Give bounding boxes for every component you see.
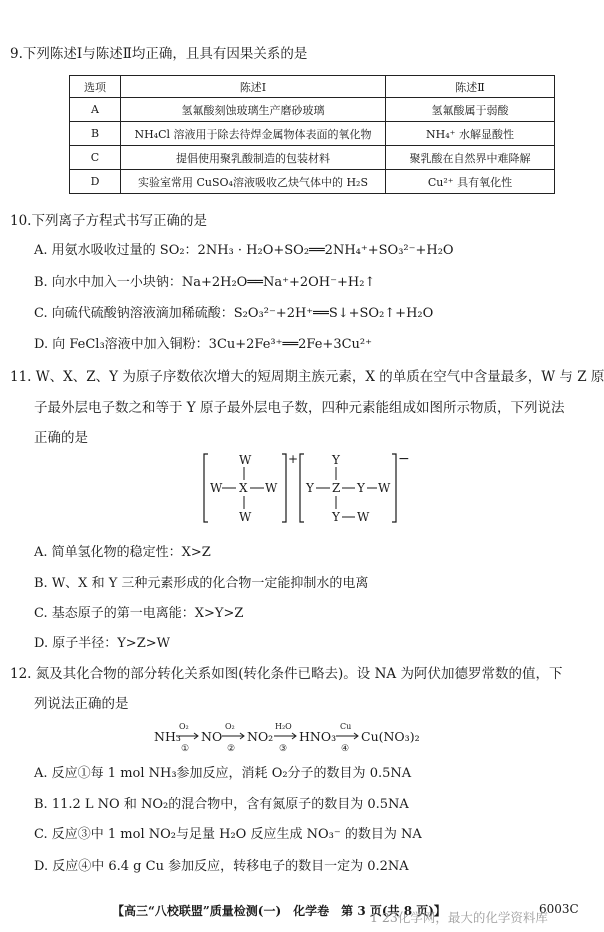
q11-stem-line2: 子最外层电子数之和等于 Y 原子最外层电子数，四种元素能组成如图所示物质，下列说法 (34, 400, 565, 416)
species-no: NO (201, 729, 223, 744)
table-cell: Cu²⁺ 具有氧化性 (386, 170, 555, 194)
watermark: 1 23化学网，最大的化学资料库 (370, 910, 548, 925)
q12-option-d: D. 反应④中 6.4 g Cu 参加反应，转移电子的数目一定为 0.2NA (34, 859, 409, 874)
q12-option-a: A. 反应①每 1 mol NH₃参加反应，消耗 O₂分子的数目为 0.5NA (34, 766, 412, 781)
left-bracket (300, 454, 304, 522)
table-header-row (70, 76, 555, 98)
right-bracket (392, 454, 396, 522)
ionic-structure-diagram (200, 451, 410, 526)
table-cell: NH₄⁺ 水解显酸性 (386, 122, 555, 146)
table-row (70, 170, 555, 194)
table-cell: B (70, 122, 121, 146)
table-cell: 氢氟酸刻蚀玻璃生产磨砂玻璃 (121, 98, 386, 122)
q10-option-d: D. 向 FeCl₃溶液中加入铜粉：3Cu+2Fe³⁺══2Fe+3Cu²⁺ (34, 337, 372, 352)
reagent-label: Cu (340, 722, 352, 731)
exam-code: 6003C (539, 902, 579, 916)
table-header-cell: 陈述Ⅱ (386, 76, 555, 98)
table-cell: 聚乳酸在自然界中难降解 (386, 146, 555, 170)
q12-stem-line1: 12. 氮及其化合物的部分转化关系如图(转化条件已略去)。设 NA 为阿伏加德罗常数的值，下 (10, 666, 563, 682)
atom-w: W (265, 481, 278, 495)
atom-y: Y (357, 481, 365, 495)
table-cell: C (70, 146, 121, 170)
table-cell: D (70, 170, 121, 194)
q11-stem-line1: 11. W、X、Z、Y 为原子序数依次增大的短周期主族元素，X 的单质在空气中含量最多，W 与 Z 原 (10, 369, 604, 385)
left-bracket (204, 454, 208, 522)
atom-y: Y (332, 510, 340, 524)
table-row (70, 122, 555, 146)
reagent-label: O₂ (179, 722, 189, 731)
step-label: ② (227, 744, 236, 754)
table-row (70, 146, 555, 170)
atom-w: W (210, 481, 223, 495)
atom-z: Z (332, 481, 341, 495)
species-cu-no3-2: Cu(NO₃)₂ (361, 729, 420, 744)
atom-y: Y (306, 481, 314, 495)
species-hno3: HNO₃ (299, 729, 337, 744)
atom-x: X (239, 481, 248, 495)
step-label: ④ (341, 744, 350, 754)
table-header-cell: 选项 (70, 76, 121, 98)
species-no2: NO₂ (247, 729, 274, 744)
page-footer: 【高三“八校联盟”质量检测(一) 化学卷 第 3 页(共 8 页)】 (112, 904, 446, 918)
q12-stem-line2: 列说法正确的是 (34, 696, 129, 712)
nitrogen-conversion-scheme (154, 720, 474, 756)
step-label: ③ (279, 744, 288, 754)
table-cell: NH₄Cl 溶液用于除去待焊金属物体表面的氧化物 (121, 122, 386, 146)
q10-option-b: B. 向水中加入一小块钠：Na+2H₂O══Na⁺+2OH⁻+H₂↑ (34, 275, 376, 290)
q10-option-c: C. 向硫代硫酸钠溶液滴加稀硫酸：S₂O₃²⁻+2H⁺══S↓+SO₂↑+H₂O (34, 306, 434, 321)
cation-charge: + (288, 452, 299, 466)
table-cell: 实验室常用 CuSO₄溶液吸收乙炔气体中的 H₂S (121, 170, 386, 194)
table-cell: 提倡使用聚乳酸制造的包装材料 (121, 146, 386, 170)
reagent-label: H₂O (275, 722, 292, 731)
atom-w: W (378, 481, 391, 495)
table-row (70, 98, 555, 122)
q11-stem-line3: 正确的是 (34, 430, 88, 446)
atom-w: W (357, 510, 370, 524)
reagent-label: O₂ (225, 722, 235, 731)
species-nh3: NH₃ (154, 729, 181, 744)
step-label: ① (181, 744, 190, 754)
q11-option-a: A. 简单氢化物的稳定性：X>Z (34, 545, 211, 560)
table-header-cell: 陈述Ⅰ (121, 76, 386, 98)
table-cell: 氢氟酸属于弱酸 (386, 98, 555, 122)
q12-option-b: B. 11.2 L NO 和 NO₂的混合物中，含有氮原子的数目为 0.5NA (34, 797, 409, 812)
atom-y: Y (332, 453, 340, 467)
atom-w: W (239, 510, 252, 524)
anion-charge: − (398, 451, 410, 467)
q10-option-a: A. 用氨水吸收过量的 SO₂：2NH₃ · H₂O+SO₂══2NH₄⁺+SO₃²⁻+H₂O (34, 243, 454, 258)
atom-w: W (239, 453, 252, 467)
q9-table (69, 75, 555, 194)
q9-stem: 9.下列陈述Ⅰ与陈述Ⅱ均正确，且具有因果关系的是 (10, 46, 308, 62)
q10-stem: 10.下列离子方程式书写正确的是 (10, 213, 207, 229)
q11-option-c: C. 基态原子的第一电离能：X>Y>Z (34, 606, 244, 621)
q12-option-c: C. 反应③中 1 mol NO₂与足量 H₂O 反应生成 NO₃⁻ 的数目为 NA (34, 827, 422, 842)
right-bracket (282, 454, 286, 522)
q11-option-b: B. W、X 和 Y 三种元素形成的化合物一定能抑制水的电离 (34, 576, 369, 591)
table-cell: A (70, 98, 121, 122)
q11-option-d: D. 原子半径：Y>Z>W (34, 636, 170, 651)
